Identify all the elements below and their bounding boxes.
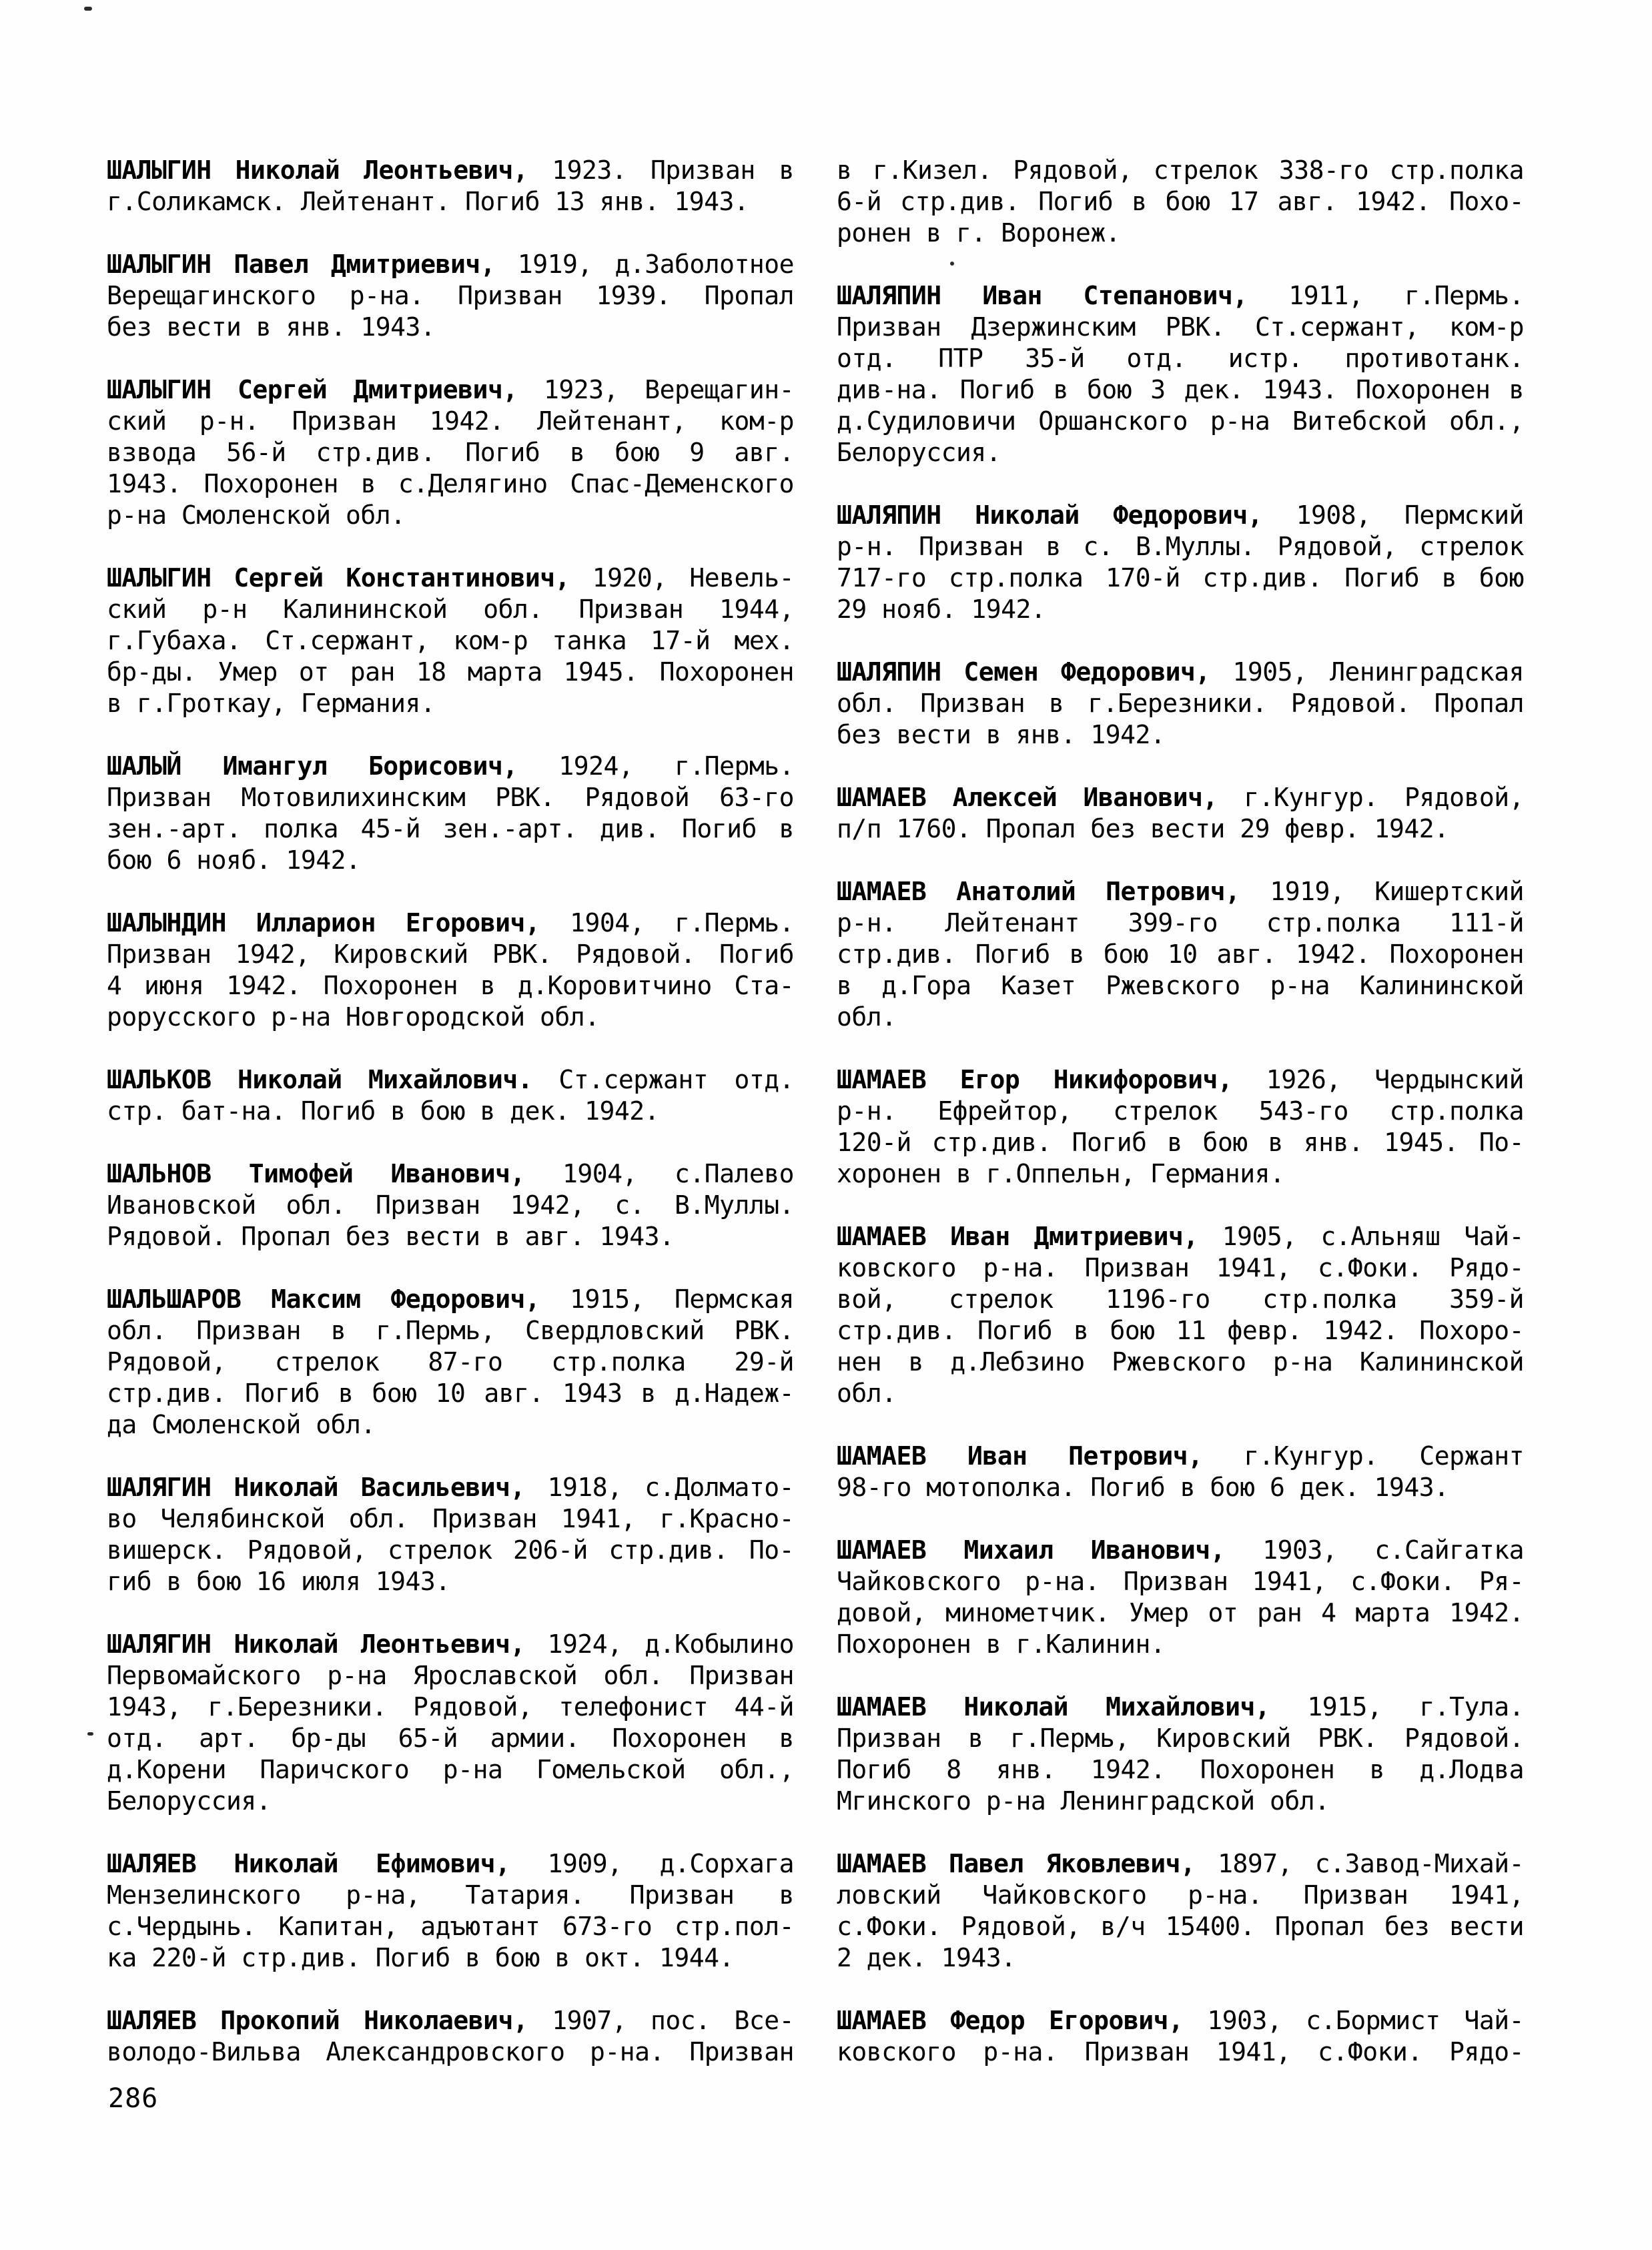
entry-line: ковского р-на. Призван 1941, с.Фоки. Рядо- [837,2037,1524,2067]
entry-line: Погиб 8 янв. 1942. Похоронен в д.Лодва [837,1755,1524,1784]
column [837,155,1524,2099]
entry-line: ШАЛЯПИН Николай Федорович, 1908, Пермский [837,500,1524,530]
entry-line: ШАМАЕВ Федор Егорович, 1903, с.Бормист Чай- [837,2006,1524,2035]
entry-name: ШАЛЯЕВ Николай Ефимович, [107,1849,510,1878]
entry-line: Первомайского р-на Ярославской обл. Призван [107,1661,794,1690]
entry-line: 1943, г.Березники. Рядовой, телефонист 44-й [107,1692,794,1722]
memorial-entry [107,907,794,1033]
entry-line: в д.Гора Казет Ржевского р-на Калининской [837,971,1524,1000]
entry-name: ШАЛЯГИН Николай Васильевич, [107,1473,525,1502]
page-number: 286 [108,2083,159,2114]
entry-line: ШАЛЫНДИН Илларион Егорович, 1904, г.Пермь. [107,908,794,938]
entry-line: обл. [837,1002,897,1032]
entry-line: ШАЛЬКОВ Николай Михайлович. Ст.сержант отд. [107,1065,794,1094]
memorial-entry [107,562,794,719]
entry-line: ШАМАЕВ Иван Дмитриевич, 1905, с.Альняш Чай- [837,1222,1524,1251]
entry-line: Верещагинского р-на. Призван 1939. Пропал [107,281,794,310]
entry-line: с.Чердынь. Капитан, адъютант 673-го стр.пол- [107,1912,794,1941]
entry-name: ШАЛЯПИН Семен Федорович, [837,657,1210,687]
memorial-entry [107,249,794,343]
entry-line: да Смоленской обл. [107,1410,376,1439]
entry-line: Рядовой. Пропал без вести в авг. 1943. [107,1222,675,1251]
entry-line: без вести в янв. 1943. [107,312,436,342]
entry-line: див-на. Погиб в бою 3 дек. 1943. Похоронен в [837,375,1524,404]
entry-name: ШАМАЕВ Алексей Иванович, [837,783,1218,812]
entry-name: ШАЛЯПИН Иван Степанович, [837,281,1248,310]
entry-line: ШАЛЯЕВ Николай Ефимович, 1909, д.Сорхага [107,1849,794,1878]
entry-line: Белоруссия. [107,1786,272,1816]
entry-line: ШАЛЯЕВ Прокопий Николаевич, 1907, пос. Все- [107,2006,794,2035]
entry-name: ШАЛЯГИН Николай Леонтьевич, [107,1629,525,1659]
entry-line: Рядовой, стрелок 87-го стр.полка 29-й [107,1347,794,1377]
entry-line: ШАЛЯГИН Николай Васильевич, 1918, с.Долмато- [107,1473,794,1502]
entry-name: ШАМАЕВ Анатолий Петрович, [837,877,1240,906]
entry-line: нен в д.Лебзино Ржевского р-на Калининской [837,1347,1524,1377]
entry-line: 2 дек. 1943. [837,1943,1016,1972]
memorial-entry [107,1472,794,1597]
entry-line: 29 нояб. 1942. [837,595,1046,624]
entry-line: Призван в г.Пермь, Кировский РВК. Рядовой. [837,1724,1524,1753]
entry-line: с.Фоки. Рядовой, в/ч 15400. Пропал без вести [837,1912,1524,1941]
memorial-entry [837,1064,1524,1190]
entry-line: ШАЛЬНОВ Тимофей Иванович, 1904, с.Палево [107,1159,794,1188]
entry-line: стр.див. Погиб в бою 10 авг. 1943 в д.Надеж- [107,1379,794,1408]
entry-line: зен.-арт. полка 45-й зен.-арт. див. Погиб в [107,814,794,843]
entry-line: д.Корени Паричского р-на Гомельской обл., [107,1755,794,1784]
entry-line: отд. ПТР 35-й отд. истр. противотанк. [837,344,1524,373]
entry-line: Призван Мотовилихинским РВК. Рядовой 63-го [107,783,794,812]
entry-line: р-н. Лейтенант 399-го стр.полка 111-й [837,908,1524,938]
entry-line: ШАЛЫГИН Павел Дмитриевич, 1919, д.Заболотное [107,250,795,279]
entry-line: Призван Дзержинским РВК. Ст.сержант, ком-р [837,312,1524,342]
entry-line: ковского р-на. Призван 1941, с.Фоки. Рядо- [837,1253,1524,1282]
entry-name: ШАМАЕВ Павел Яковлевич, [837,1849,1196,1878]
entry-line: ШАМАЕВ Анатолий Петрович, 1919, Кишертский [837,877,1524,906]
entry-name: ШАЛЯЕВ Прокопий Николаевич, [107,2006,528,2035]
entry-line: стр.див. Погиб в бою 11 февр. 1942. Похоро- [837,1316,1524,1345]
entry-line: обл. Призван в г.Березники. Рядовой. Пропал [837,689,1524,718]
entry-name: ШАЛЫЙ Имангул Борисович, [107,751,518,781]
entry-line: ШАМАЕВ Алексей Иванович, г.Кунгур. Рядовой, [837,783,1524,812]
text-columns [107,155,1524,2099]
entry-line: ШАМАЕВ Иван Петрович, г.Кунгур. Сержант [837,1441,1524,1471]
memorial-entry [107,155,794,218]
entry-line: гиб в бою 16 июля 1943. [107,1567,450,1596]
entry-line: володо-Вильва Александровского р-на. Призван [107,2037,794,2067]
entry-line: стр. бат-на. Погиб в бою в дек. 1942. [107,1096,659,1126]
entry-line: во Челябинской обл. Призван 1941, г.Красно- [107,1504,794,1533]
column [107,155,794,2099]
entry-line: без вести в янв. 1942. [837,720,1166,749]
entry-name: ШАЛЬНОВ Тимофей Иванович, [107,1159,525,1188]
entry-line: ШАЛЯПИН Иван Степанович, 1911, г.Пермь. [837,281,1524,310]
entry-name: ШАЛЫГИН Сергей Дмитриевич, [107,375,518,404]
entry-name: ШАМАЕВ Николай Михайлович, [837,1692,1270,1722]
entry-line: Мгинского р-на Ленинградской обл. [837,1786,1330,1816]
memorial-entry [837,280,1524,468]
entry-line: ШАЛЯГИН Николай Леонтьевич, 1924, д.Кобылино [107,1629,794,1659]
memorial-entry [837,876,1524,1033]
entry-line: ШАЛЫЙ Имангул Борисович, 1924, г.Пермь. [107,751,794,781]
entry-line: бр-ды. Умер от ран 18 марта 1945. Похоронен [107,657,794,687]
entry-name: ШАМАЕВ Иван Петрович, [837,1441,1203,1471]
memorial-entry [107,1284,794,1441]
scan-speck [84,7,92,11]
entry-line: ский р-н Калининской обл. Призван 1944, [107,595,794,624]
entry-line: хоронен в г.Оппельн, Германия. [837,1159,1285,1188]
entry-name: ШАМАЕВ Федор Егорович, [837,2006,1184,2035]
entry-line: довой, минометчик. Умер от ран 4 марта 1942. [837,1598,1524,1627]
entry-line: бою 6 нояб. 1942. [107,845,361,875]
memorial-entry [837,1535,1524,1660]
entry-line: 4 июня 1942. Похоронен в д.Коровитчино Ста- [107,971,794,1000]
entry-line: ловский Чайковского р-на. Призван 1941, [837,1880,1524,1910]
memorial-entry [107,1848,794,1974]
entry-line: Белоруссия. [837,438,1001,467]
memorial-entry [107,374,794,531]
entry-line: обл. [837,1379,897,1408]
entry-line: ШАЛЫГИН Сергей Дмитриевич, 1923, Верещагин- [107,375,794,404]
entry-line: г.Соликамск. Лейтенант. Погиб 13 янв. 1943. [107,187,749,216]
entry-line: 717-го стр.полка 170-й стр.див. Погиб в бою [837,563,1524,593]
entry-line: вой, стрелок 1196-го стр.полка 359-й [837,1284,1524,1314]
memorial-entry [837,1848,1524,1974]
entry-line: Чайковского р-на. Призван 1941, с.Фоки. Ря- [837,1567,1524,1596]
entry-line: отд. арт. бр-ды 65-й армии. Похоронен в [107,1724,794,1753]
memorial-entry [107,1629,794,1817]
entry-line: рорусского р-на Новгородской обл. [107,1002,600,1032]
entry-line: Призван 1942, Кировский РВК. Рядовой. Погиб [107,940,794,969]
entry-line: стр.див. Погиб в бою 10 авг. 1942. Похоронен [837,940,1524,969]
entry-line: ШАМАЕВ Павел Яковлевич, 1897, с.Завод-Михай- [837,1849,1524,1878]
entry-line: ШАЛЫГИН Николай Леонтьевич, 1923. Призван в [107,155,794,185]
entry-name: ШАЛЬШАРОВ Максим Федорович, [107,1284,540,1314]
memorial-entry [837,500,1524,625]
entry-line: взвода 56-й стр.див. Погиб в бою 9 авг. [107,438,794,467]
memorial-entry [837,657,1524,751]
memorial-entry [837,1692,1524,1817]
entry-line: р-н. Ефрейтор, стрелок 543-го стр.полка [837,1096,1524,1126]
memorial-entry [107,1158,794,1252]
memorial-entry [107,751,794,876]
entry-line: 6-й стр.див. Погиб в бою 17 авг. 1942. Похо- [837,187,1524,216]
entry-name: ШАЛЯПИН Николай Федорович, [837,500,1263,530]
entry-line: обл. Призван в г.Пермь, Свердловский РВК. [107,1316,794,1345]
entry-line: ский р-н. Призван 1942. Лейтенант, ком-р [107,406,794,436]
entry-line: ка 220-й стр.див. Погиб в бою в окт. 1944. [107,1943,734,1972]
entry-line: р-н. Призван в с. В.Муллы. Рядовой, стрелок [837,532,1524,561]
entry-line: 1943. Похоронен в с.Делягино Спас-Деменского [107,469,794,498]
entry-line: Мензелинского р-на, Татария. Призван в [107,1880,794,1910]
entry-line: ШАМАЕВ Егор Никифорович, 1926, Чердынский [837,1065,1524,1094]
entry-name: ШАЛЫГИН Павел Дмитриевич, [107,250,496,279]
entry-name: ШАЛЫНДИН Илларион Егорович, [107,908,540,938]
entry-name: ШАМАЕВ Иван Дмитриевич, [837,1222,1198,1251]
entry-line: Похоронен в г.Калинин. [837,1629,1166,1659]
entry-line: 98-го мотополка. Погиб в бою 6 дек. 1943. [837,1473,1449,1502]
memorial-entry [837,1441,1524,1503]
entry-line: д.Судиловичи Оршанского р-на Витебской обл., [837,406,1524,436]
entry-line: ШАЛЬШАРОВ Максим Федорович, 1915, Пермская [107,1284,794,1314]
entry-line: ШАМАЕВ Николай Михайлович, 1915, г.Тула. [837,1692,1524,1722]
memorial-entry [107,1064,794,1127]
memorial-entry [837,155,1524,249]
entry-line: ШАЛЯПИН Семен Федорович, 1905, Ленинградская [837,657,1524,687]
entry-line: р-на Смоленской обл. [107,500,406,530]
entry-line: п/п 1760. Пропал без вести 29 февр. 1942. [837,814,1449,843]
entry-name: ШАЛЬКОВ Николай Михайлович. [107,1065,533,1094]
entry-name: ШАЛЫГИН Николай Леонтьевич, [107,155,528,185]
entry-line: 120-й стр.див. Погиб в бою в янв. 1945. По- [837,1128,1524,1157]
entry-line: в г.Гроткау, Германия. [107,689,436,718]
entry-line: вишерск. Рядовой, стрелок 206-й стр.див. По- [107,1535,794,1565]
memorial-entry [107,2005,794,2068]
scan-speck [87,1732,93,1736]
entry-name: ШАМАЕВ Егор Никифорович, [837,1065,1233,1094]
entry-line: в г.Кизел. Рядовой, стрелок 338-го стр.полка [837,155,1524,185]
entry-line: ШАМАЕВ Михаил Иванович, 1903, с.Сайгатка [837,1535,1524,1565]
entry-name: ШАЛЫГИН Сергей Константинович, [107,563,570,593]
entry-line: Ивановской обл. Призван 1942, с. В.Муллы. [107,1190,794,1220]
memorial-entry [837,782,1524,845]
entry-line: г.Губаха. Ст.сержант, ком-р танка 17-й мех. [107,626,794,655]
entry-line: ронен в г. Воронеж. [837,218,1121,248]
memorial-entry [837,2005,1524,2068]
entry-line: ШАЛЫГИН Сергей Константинович, 1920, Невель- [107,563,795,593]
memorial-entry [837,1221,1524,1409]
entry-name: ШАМАЕВ Михаил Иванович, [837,1535,1226,1565]
